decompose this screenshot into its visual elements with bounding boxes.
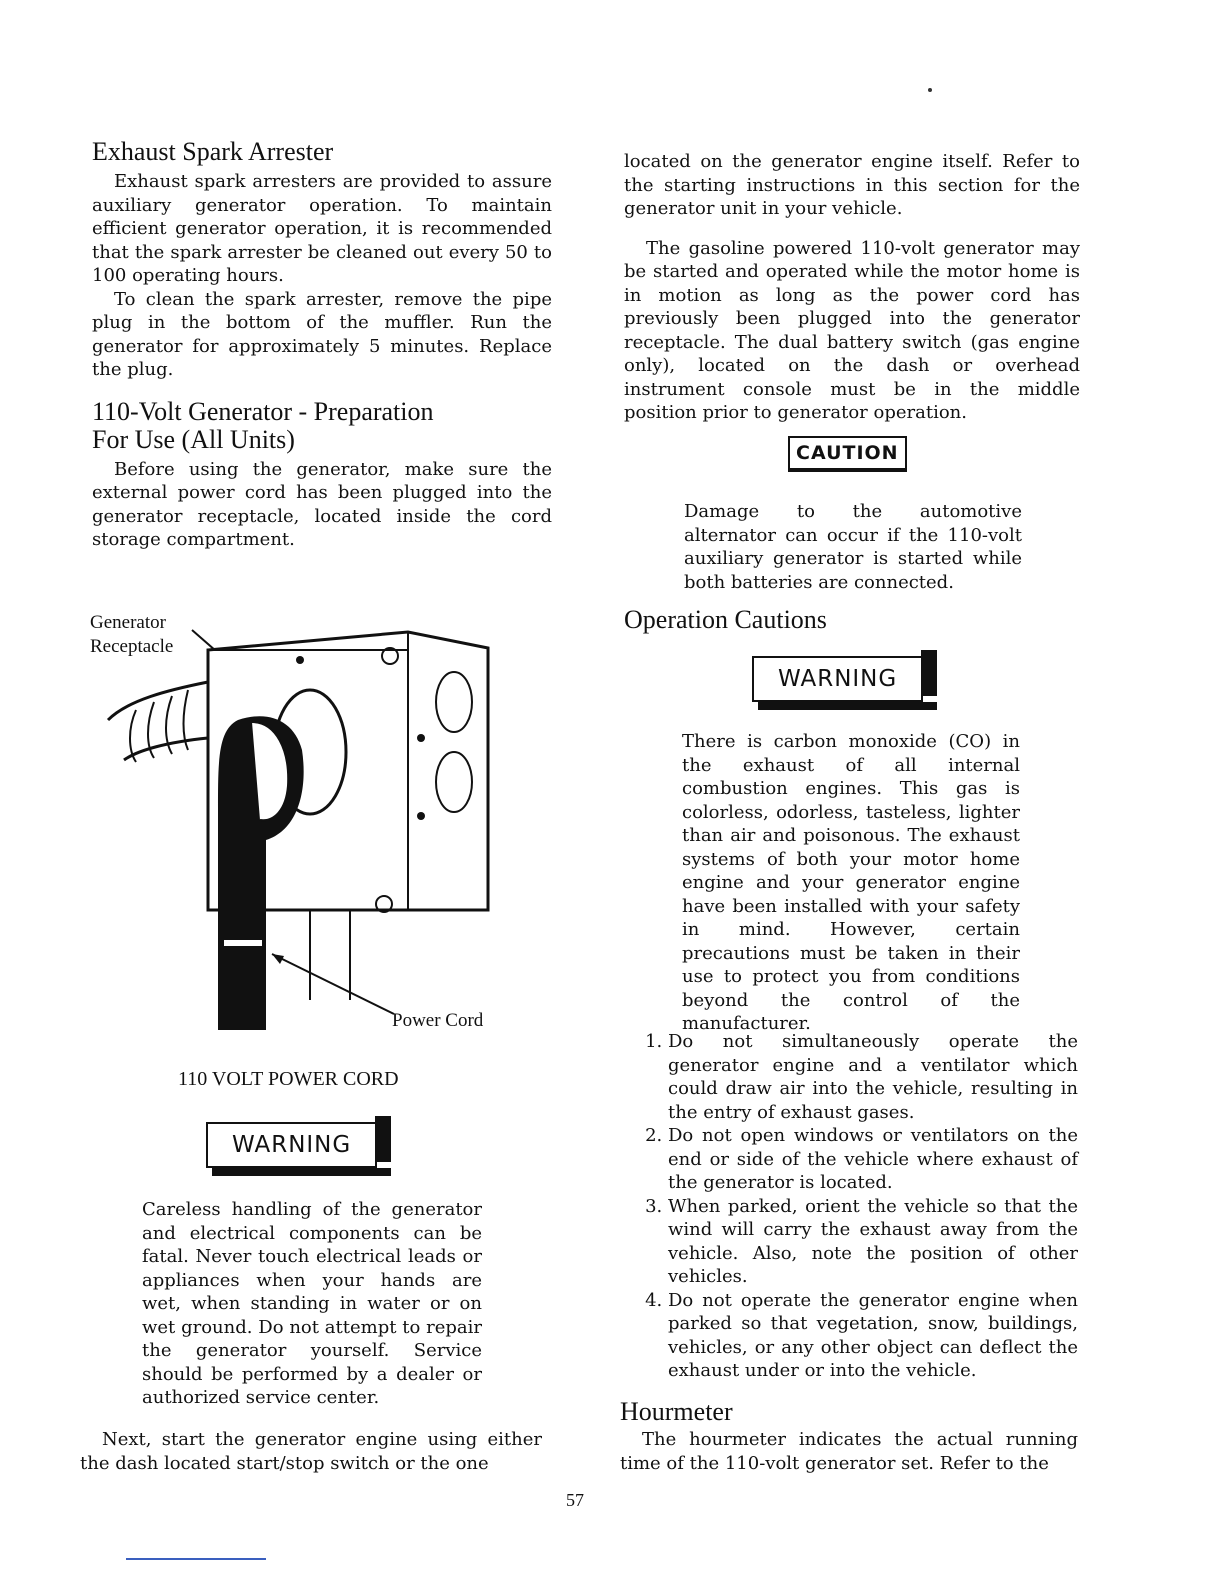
warning-label: WARNING xyxy=(752,656,923,702)
heading-hourmeter: Hourmeter xyxy=(620,1397,733,1426)
page-number: 57 xyxy=(566,1490,584,1510)
heading-generator-preparation-1: 110-Volt Generator - Preparation xyxy=(92,396,434,426)
left-column xyxy=(92,138,552,552)
list-item: 1. Do not simultaneously operate the generator engine and a ventilator which could draw air into the vehicle, resulting in the entry of exhaust gases. xyxy=(668,1030,1078,1124)
hourmeter-block xyxy=(620,1398,1078,1475)
operation-cautions-heading-wrap xyxy=(624,606,827,638)
label-generator: Generator xyxy=(90,612,166,633)
paragraph-starting-instructions: located on the generator engine itself. Refer to the starting instructions in this section for the generator unit in your vehicle. xyxy=(624,151,1080,219)
caution-block xyxy=(684,500,1022,594)
power-cord-figure xyxy=(88,610,508,1040)
warning-text-carbon-monoxide: There is carbon monoxide (CO) in the exhaust of all internal combustion engines. This gas is colorless, odorless, tasteless, lighter than air and poisonous. The exhaust systems of both your motor home engine and your generator engine have been installed with your safety in mind. However, certain precautions must be taken in their use to protect you from conditions beyond the control of the manufacturer. xyxy=(682,731,1020,1034)
list-item: 3. When parked, orient the vehicle so that the wind will carry the exhaust away from the vehicle. Also, note the position of other vehicles. xyxy=(668,1195,1078,1289)
cautions-list-block xyxy=(624,1030,1078,1383)
label-power-cord: Power Cord xyxy=(392,1010,484,1031)
right-column xyxy=(624,150,1080,425)
warning-label: WARNING xyxy=(206,1122,377,1168)
stray-mark xyxy=(928,88,932,92)
warning-text-electrical: Careless handling of the generator and electrical components can be fatal. Never touch electrical leads or appliances when your hands are wet, when standing in water or on wet ground. Do not attempt to repair the generator yourself. Service should be performed by a dealer or authorized service center. xyxy=(142,1199,482,1408)
paragraph-hourmeter: The hourmeter indicates the actual running time of the 110-volt generator set. Refer to the xyxy=(620,1429,1078,1474)
caution-label: CAUTION xyxy=(788,436,907,472)
cautions-list xyxy=(624,1030,1078,1383)
paragraph-generator-preparation: Before using the generator, make sure the external power cord has been plugged into the generator receptacle, located inside the cord storage compartment. xyxy=(92,458,552,550)
paragraph-spark-arrester-intro: Exhaust spark arresters are provided to assure auxiliary generator operation. To maintain efficient generator operation, it is recommended that the spark arrester be cleaned out every 50 to 100 operating hours. xyxy=(92,171,552,286)
left-warning-sign xyxy=(206,1122,377,1168)
generator-receptacle-illustration xyxy=(88,610,508,1040)
paragraph-spark-arrester-cleaning: To clean the spark arrester, remove the pipe plug in the bottom of the muffler. Run the generator for approximately 5 minutes. Replace the plug. xyxy=(92,288,552,380)
right-warning-sign xyxy=(752,656,923,702)
caution-text: Damage to the automotive alternator can occur if the 110-volt auxiliary generator is started while both batteries are connected. xyxy=(684,501,1022,593)
heading-exhaust-spark-arrester: Exhaust Spark Arrester xyxy=(92,137,334,166)
figure-caption: 110 VOLT POWER CORD xyxy=(178,1068,399,1090)
label-receptacle: Receptacle xyxy=(90,636,174,657)
left-closing-block xyxy=(80,1428,542,1475)
heading-generator-preparation-2: For Use (All Units) xyxy=(92,424,295,454)
paragraph-start-generator: Next, start the generator engine using either the dash located start/stop switch or the one xyxy=(80,1429,542,1474)
list-item: 4. Do not operate the generator engine when parked so that vegetation, snow, buildings, vehicles, or any other object can deflect the exhaust under or into the vehicle. xyxy=(668,1289,1078,1383)
list-item: 2. Do not open windows or ventilators on the end or side of the vehicle where exhaust of the generator is located. xyxy=(668,1124,1078,1195)
scan-underline xyxy=(126,1558,266,1560)
left-warning-block xyxy=(142,1198,482,1410)
heading-operation-cautions: Operation Cautions xyxy=(624,605,827,634)
paragraph-gasoline-generator: The gasoline powered 110-volt generator may be started and operated while the motor home is in motion as long as the power cord has previously been plugged into the generator receptacle. The dual battery switch (gas engine only), located on the dash or overhead instrument console must be in the middle position prior to generator operation. xyxy=(624,237,1080,423)
caution-sign xyxy=(788,436,907,472)
right-warning-block xyxy=(682,730,1020,1036)
